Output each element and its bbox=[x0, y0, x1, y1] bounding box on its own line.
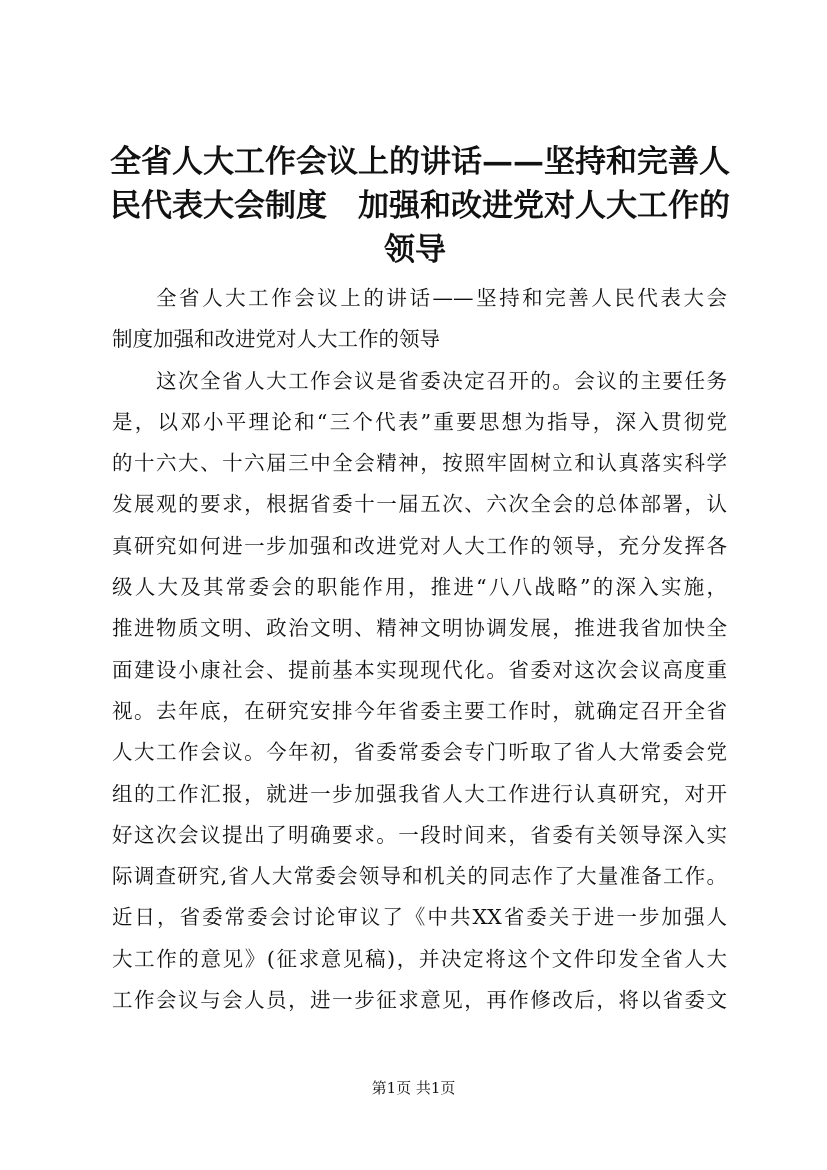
document-body bbox=[112, 278, 727, 1021]
page-number-footer: 第1页 共1页 bbox=[371, 1079, 456, 1097]
title-line-3: 领导 bbox=[384, 232, 446, 268]
paragraph-line: 工作会议与会人员，进一步征求意见，再作修改后，将以省委文 bbox=[112, 988, 727, 1013]
paragraph-line: 视。去年底，在研究安排今年省委主要工作时，就确定召开全省 bbox=[112, 698, 727, 723]
paragraph-line: 是，以邓小平理论和“三个代表”重要思想为指导，深入贯彻党 bbox=[112, 409, 727, 434]
subtitle-line: 全省人大工作会议上的讲话——坚持和完善人民代表大会 bbox=[156, 286, 727, 310]
document-title bbox=[110, 140, 730, 272]
title-line-1: 全省人大工作会议上的讲话——坚持和完善人 bbox=[110, 144, 730, 180]
paragraph-line: 级人大及其常委会的职能作用，推进“八八战略”的深入实施， bbox=[112, 575, 727, 600]
paragraph-line: 真研究如何进一步加强和改进党对人大工作的领导，充分发挥各 bbox=[112, 533, 727, 558]
paragraph-line: 近日，省委常委会讨论审议了《中共XX省委关于进一步加强人 bbox=[112, 905, 727, 930]
paragraph-line: 发展观的要求，根据省委十一届五次、六次全会的总体部署，认 bbox=[112, 492, 727, 517]
subtitle-line: 制度加强和改进党对人大工作的领导 bbox=[112, 327, 440, 352]
paragraph-line: 际调查研究,省人大常委会领导和机关的同志作了大量准备工作。 bbox=[112, 864, 727, 889]
paragraph-line: 这次全省人大工作会议是省委决定召开的。会议的主要任务 bbox=[156, 368, 727, 393]
paragraph-line: 大工作的意见》(征求意见稿)，并决定将这个文件印发全省人大 bbox=[112, 946, 727, 971]
paragraph-line: 推进物质文明、政治文明、精神文明协调发展，推进我省加快全 bbox=[112, 616, 727, 641]
title-line-2: 民代表大会制度 加强和改进党对人大工作的 bbox=[110, 188, 730, 224]
paragraph-line: 的十六大、十六届三中全会精神，按照牢固树立和认真落实科学 bbox=[112, 451, 727, 476]
paragraph-line: 人大工作会议。今年初，省委常委会专门听取了省人大常委会党 bbox=[112, 740, 727, 765]
paragraph-line: 面建设小康社会、提前基本实现现代化。省委对这次会议高度重 bbox=[112, 657, 727, 682]
paragraph-line: 组的工作汇报，就进一步加强我省人大工作进行认真研究，对开 bbox=[112, 781, 727, 806]
paragraph-line: 好这次会议提出了明确要求。一段时间来，省委有关领导深入实 bbox=[112, 822, 727, 847]
